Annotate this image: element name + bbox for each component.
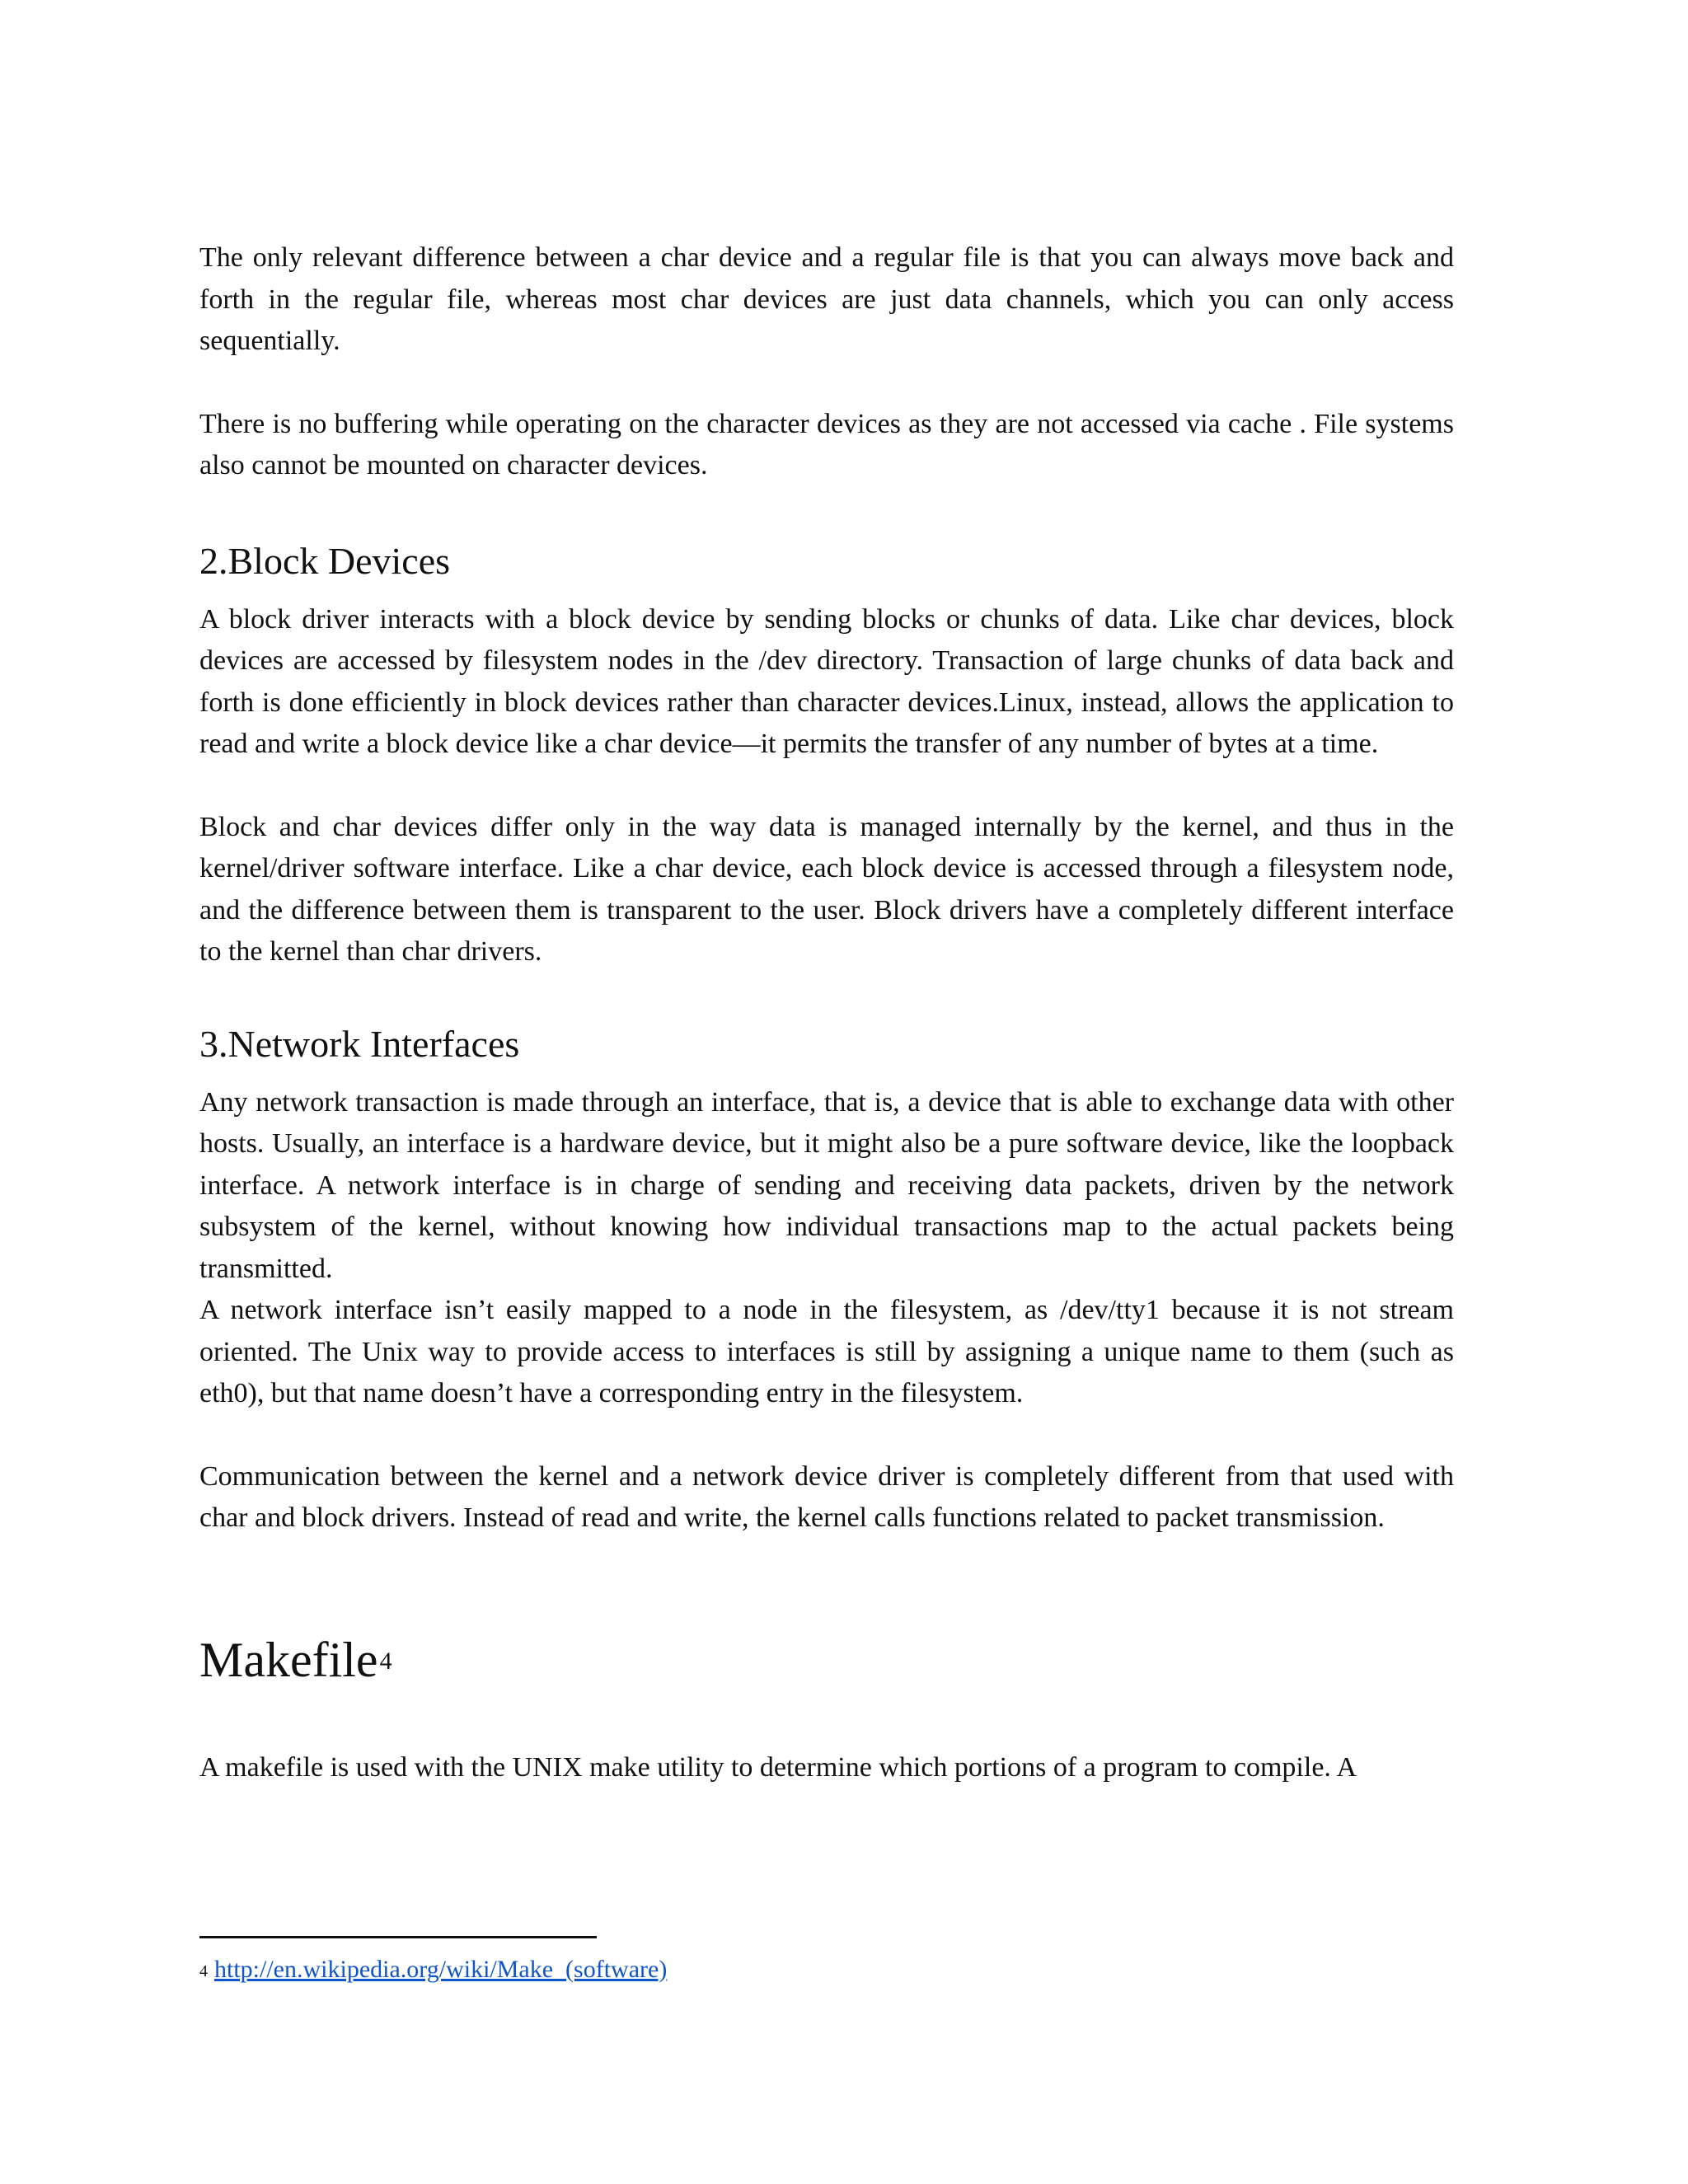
network-interfaces-paragraph-2: A network interface isn’t easily mapped to a node in the filesystem, as /dev/tty1 because it is not stream oriented. The Unix way to provide access to interfaces is still by assigning a unique name to them (such as eth0), but that name doesn’t have a corresponding entry in the filesystem. — [199, 1295, 1454, 1408]
footnote-divider — [199, 1936, 597, 1938]
block-devices-paragraph-1: A block driver interacts with a block device by sending blocks or chunks of data. Like char devices, block devices are accessed by filesystem nodes in the /dev directory. Transaction of large chunks of data back and forth is done efficiently in block devices rather than character devices.Linux, instead, allows the application to read and write a block device like a char device—it permits the transfer of any number of bytes at a time. — [199, 603, 1454, 759]
footnote-mark: 4 — [199, 1962, 208, 1980]
page-content — [199, 237, 1454, 1788]
footnote — [199, 1953, 667, 1986]
makefile-heading — [199, 1629, 1454, 1691]
block-devices-heading: 2.Block Devices — [199, 539, 451, 582]
makefile-heading-text: Makefile — [199, 1632, 378, 1687]
makefile-footnote-ref[interactable]: 4 — [379, 1647, 392, 1675]
intro-paragraph-1: The only relevant difference between a char device and a regular file is that you can always move back and forth in the regular file, whereas most char devices are just data channels, which you can only access sequentially. — [199, 242, 1454, 356]
intro-paragraph-2: There is no buffering while operating on the character devices as they are not accessed via cache . File systems also cannot be mounted on character devices. — [199, 408, 1454, 480]
network-interfaces-heading: 3.Network Interfaces — [199, 1022, 520, 1065]
makefile-paragraph: A makefile is used with the UNIX make utility to determine which portions of a program to compile. A — [199, 1751, 1357, 1783]
footnote-link[interactable]: http://en.wikipedia.org/wiki/Make_(software) — [214, 1956, 668, 1983]
network-interfaces-paragraph-1: Any network transaction is made through an interface, that is, a device that is able to exchange data with other hosts. Usually, an interface is a hardware device, but it might also be a pure software device, like the loopback interface. A network interface is in charge of sending and receiving data packets, driven by the network subsystem of the kernel, without knowing how individual transactions map to the actual packets being transmitted. — [199, 1086, 1454, 1284]
network-interfaces-paragraph-3: Communication between the kernel and a network device driver is completely different from that used with char and block drivers. Instead of read and write, the kernel calls functions related to packet transmission. — [199, 1460, 1454, 1533]
block-devices-paragraph-2: Block and char devices differ only in the way data is managed internally by the kernel, and thus in the kernel/driver software interface. Like a char device, each block device is accessed through a filesystem node, and the difference between them is transparent to the user. Block drivers have a completely different interface to the kernel than char drivers. — [199, 811, 1454, 967]
